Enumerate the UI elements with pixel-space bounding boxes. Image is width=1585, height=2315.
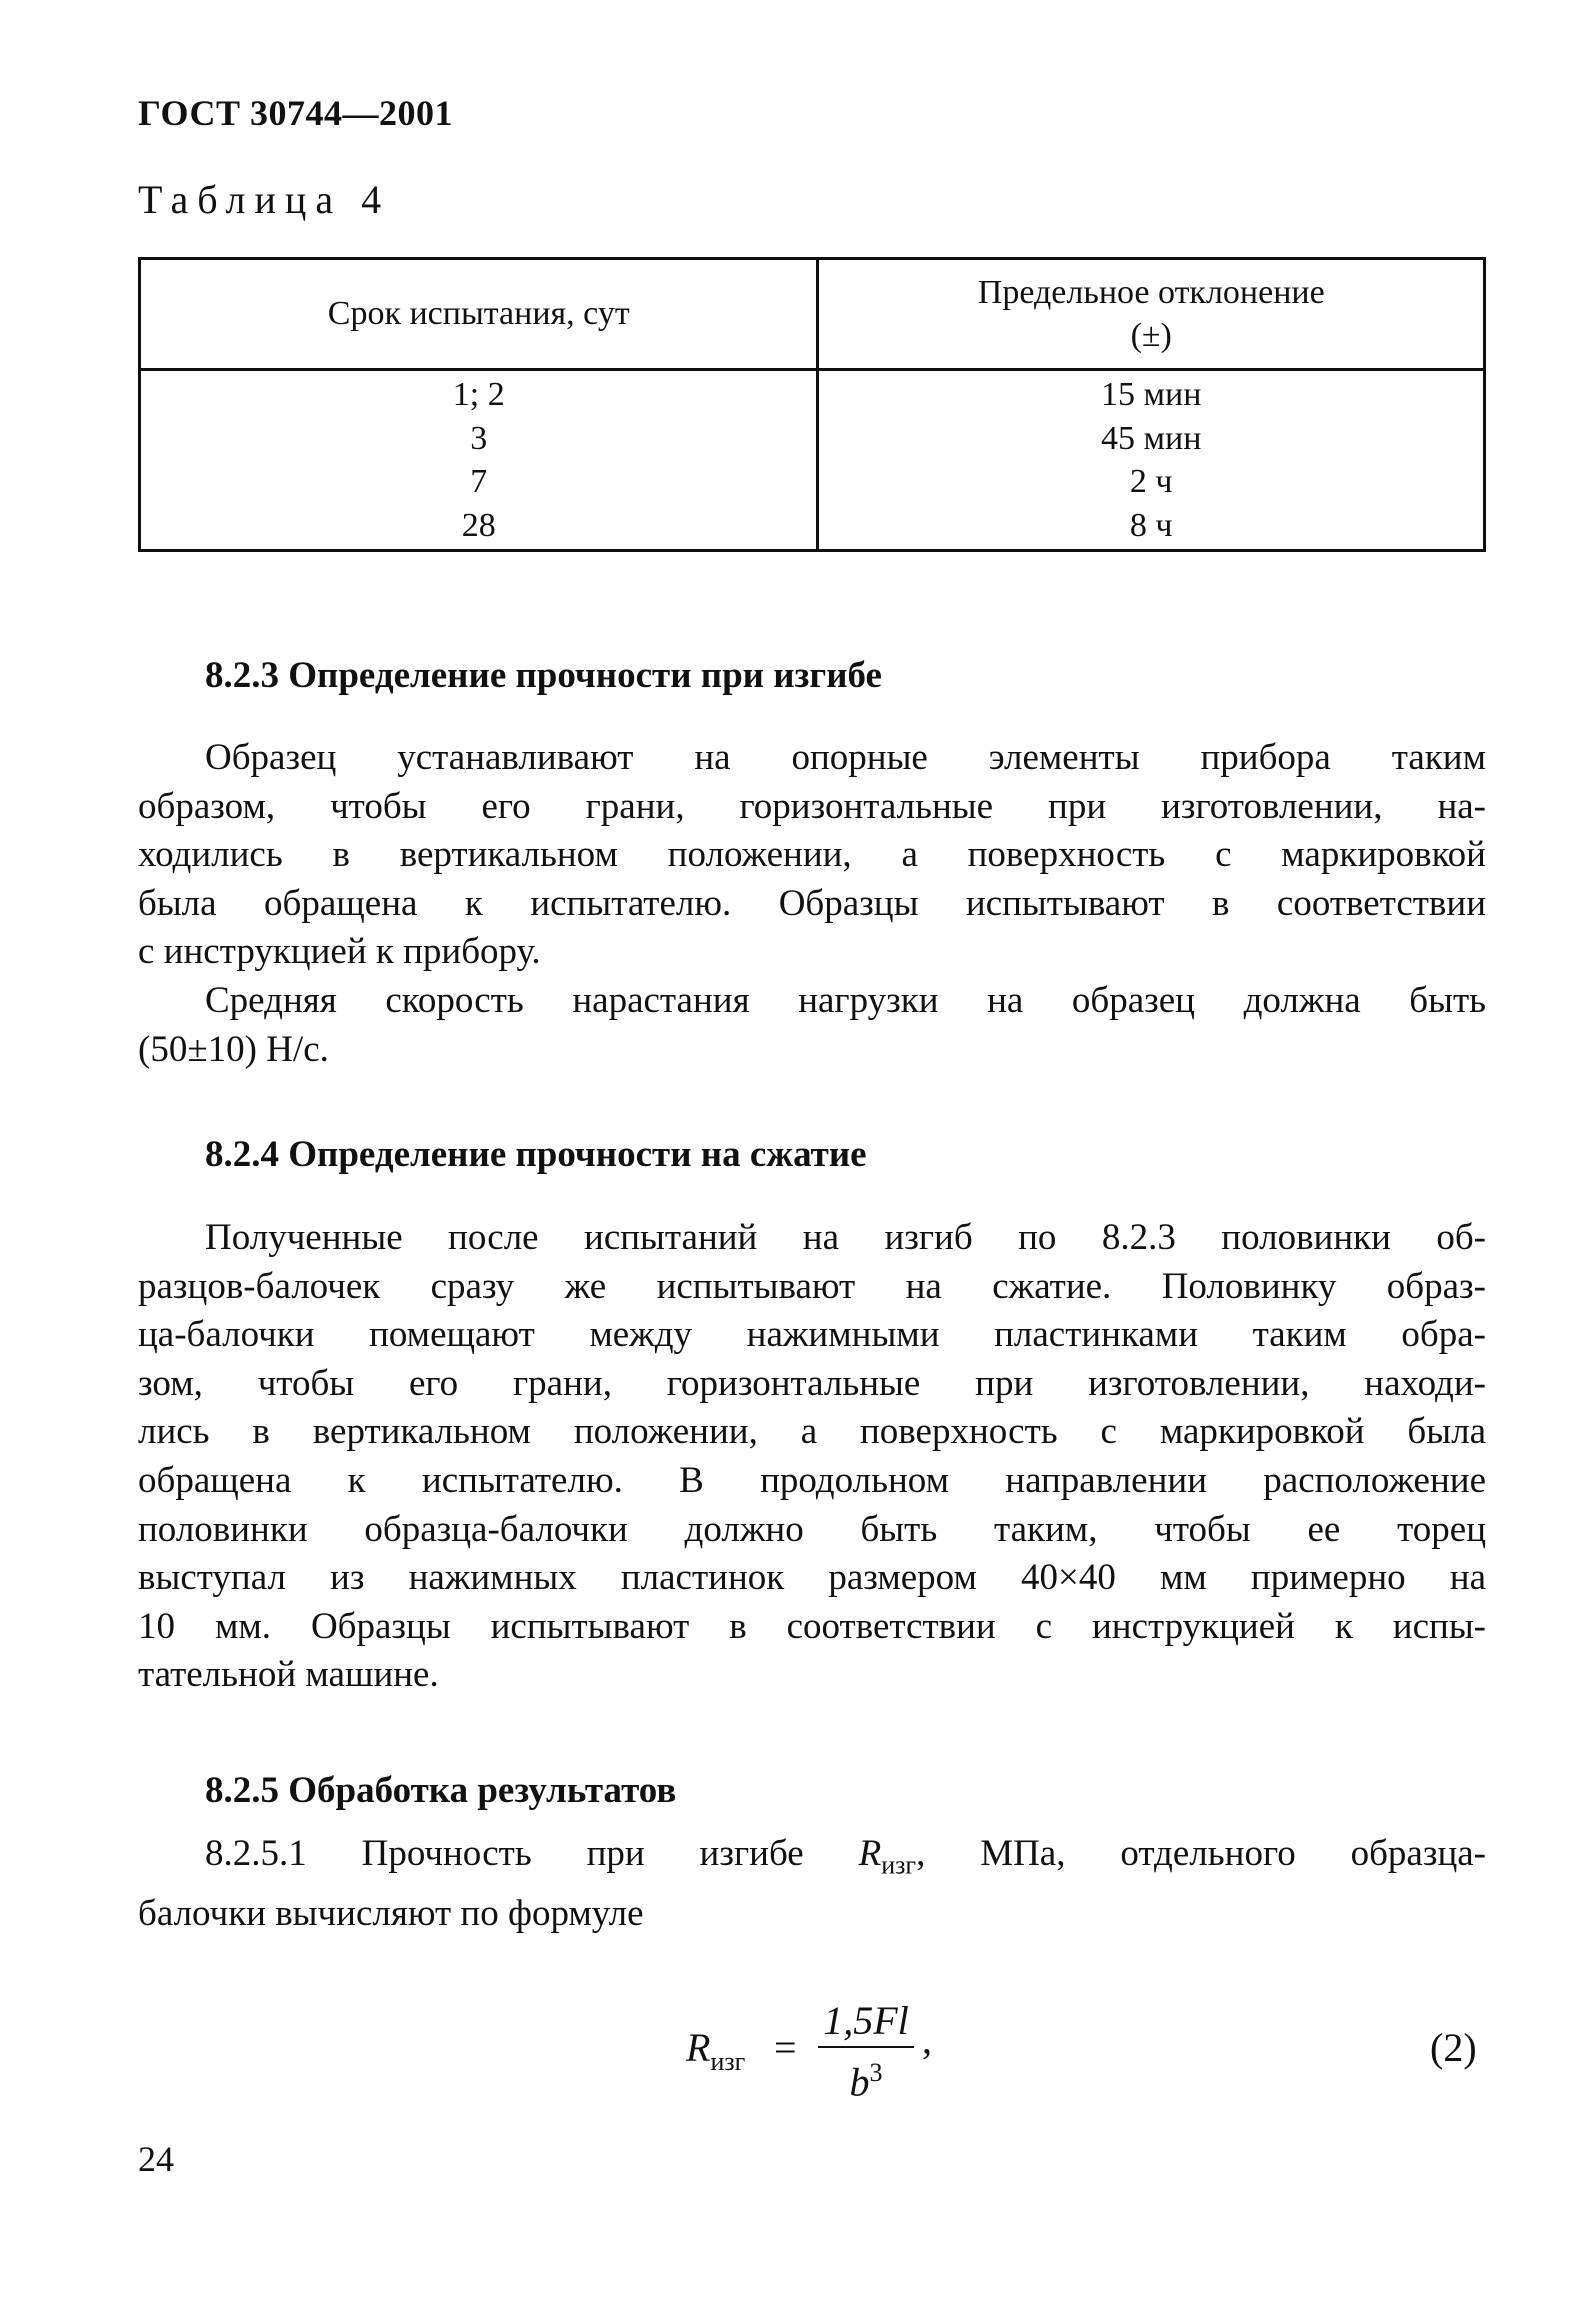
symbol-subscript: изг xyxy=(881,1850,917,1880)
term-value: 28 xyxy=(461,506,496,544)
text-line: 10 мм. Образцы испытывают в соответствии с инструкцией к испы- xyxy=(138,1605,1486,1647)
section-heading-8-2-3: 8.2.3 Определение прочности при изгибе xyxy=(205,655,882,696)
text-line: с инструкцией к прибору. xyxy=(138,931,541,973)
deviation-value: 8 ч xyxy=(1129,506,1173,544)
text-line: балочки вычисляют по формуле xyxy=(138,1892,644,1934)
formula-subscript: изг xyxy=(710,2047,746,2076)
formula-number: (2) xyxy=(1430,2025,1477,2070)
section-heading-8-2-5: 8.2.5 Обработка результатов xyxy=(205,1770,677,1811)
column-header-term: Срок испытания, сут xyxy=(140,259,818,370)
text-line: выступал из нажимных пластинок размером 40×40 мм примерно на xyxy=(138,1557,1486,1599)
term-value: 1; 2 xyxy=(452,376,505,413)
formula-symbol-r: R xyxy=(686,2025,711,2070)
formula-denominator-base: b xyxy=(849,2059,870,2105)
text-line: зом, чтобы его грани, горизонтальные при изготовлении, находи- xyxy=(138,1362,1486,1404)
term-value: 7 xyxy=(470,463,488,500)
fraction-bar xyxy=(818,2046,914,2048)
deviation-value: 15 мин xyxy=(1101,376,1202,413)
paragraph-8-2-4-text xyxy=(138,1214,1486,1700)
text-line: разцов-балочек сразу же испытывают на сжатие. Половинку образ- xyxy=(138,1265,1486,1307)
paragraph-8-2-3-text xyxy=(138,734,1486,1074)
text-line: ца-балочки помещают между нажимными пластинками таким обра- xyxy=(138,1314,1486,1356)
text-line: была обращена к испытателю. Образцы испытывают в соответствии xyxy=(138,882,1486,924)
formula-exponent: 3 xyxy=(869,2058,883,2087)
deviation-value: 2 ч xyxy=(1129,463,1173,500)
text-segment: , МПа, отдельного образца- xyxy=(916,1833,1486,1874)
table-caption: Таблица 4 xyxy=(138,177,391,222)
table-4 xyxy=(138,257,1486,552)
text-line: лись в вертикальном положении, а поверхность с маркировкой была xyxy=(138,1411,1486,1453)
formula-equals: = xyxy=(774,2025,797,2070)
formula-denominator xyxy=(810,2050,922,2105)
text-line: образом, чтобы его грани, горизонтальные при изготовлении, на- xyxy=(138,785,1486,827)
formula-fraction xyxy=(810,1998,922,2105)
column-header-deviation-line2: (±) xyxy=(1130,317,1172,354)
term-value: 3 xyxy=(470,419,488,457)
symbol-r: R xyxy=(858,1833,882,1874)
text-line: Средняя скорость нарастания нагрузки на образец должна быть xyxy=(205,979,1486,1021)
table-body-row xyxy=(140,370,1485,551)
formula-numerator: 1,5Fl xyxy=(823,1998,909,2043)
text-line: обращена к испытателю. В продольном направлении расположение xyxy=(138,1459,1486,1501)
deviation-cell xyxy=(818,370,1485,551)
formula-lhs xyxy=(686,2024,745,2077)
formula-comma: , xyxy=(922,2017,932,2062)
term-cell xyxy=(140,370,818,551)
standard-designation: ГОСТ 30744—2001 xyxy=(138,93,453,133)
text-segment: 8.2.5.1 Прочность при изгибе xyxy=(205,1833,804,1874)
deviation-value: 45 мин xyxy=(1101,419,1202,457)
text-line: Образец устанавливают на опорные элементы прибора таким xyxy=(205,737,1486,778)
column-header-deviation-line1: Предельное отклонение xyxy=(977,273,1325,311)
paragraph-8-2-5-1-text xyxy=(138,1830,1486,1939)
text-line xyxy=(138,1830,1486,1890)
section-heading-8-2-4: 8.2.4 Определение прочности на сжатие xyxy=(205,1134,867,1175)
page-number: 24 xyxy=(138,2139,174,2179)
table-header-row xyxy=(140,259,1485,370)
column-header-deviation xyxy=(818,259,1485,370)
text-line: тательной машине. xyxy=(138,1654,439,1696)
text-line: Полученные после испытаний на изгиб по 8.2.3 половинки об- xyxy=(205,1217,1486,1258)
text-line: ходились в вертикальном положении, а поверхность с маркировкой xyxy=(138,834,1486,876)
text-line: (50±10) Н/с. xyxy=(138,1028,329,1070)
text-line: половинки образца-балочки должно быть таким, чтобы ее торец xyxy=(138,1508,1486,1550)
